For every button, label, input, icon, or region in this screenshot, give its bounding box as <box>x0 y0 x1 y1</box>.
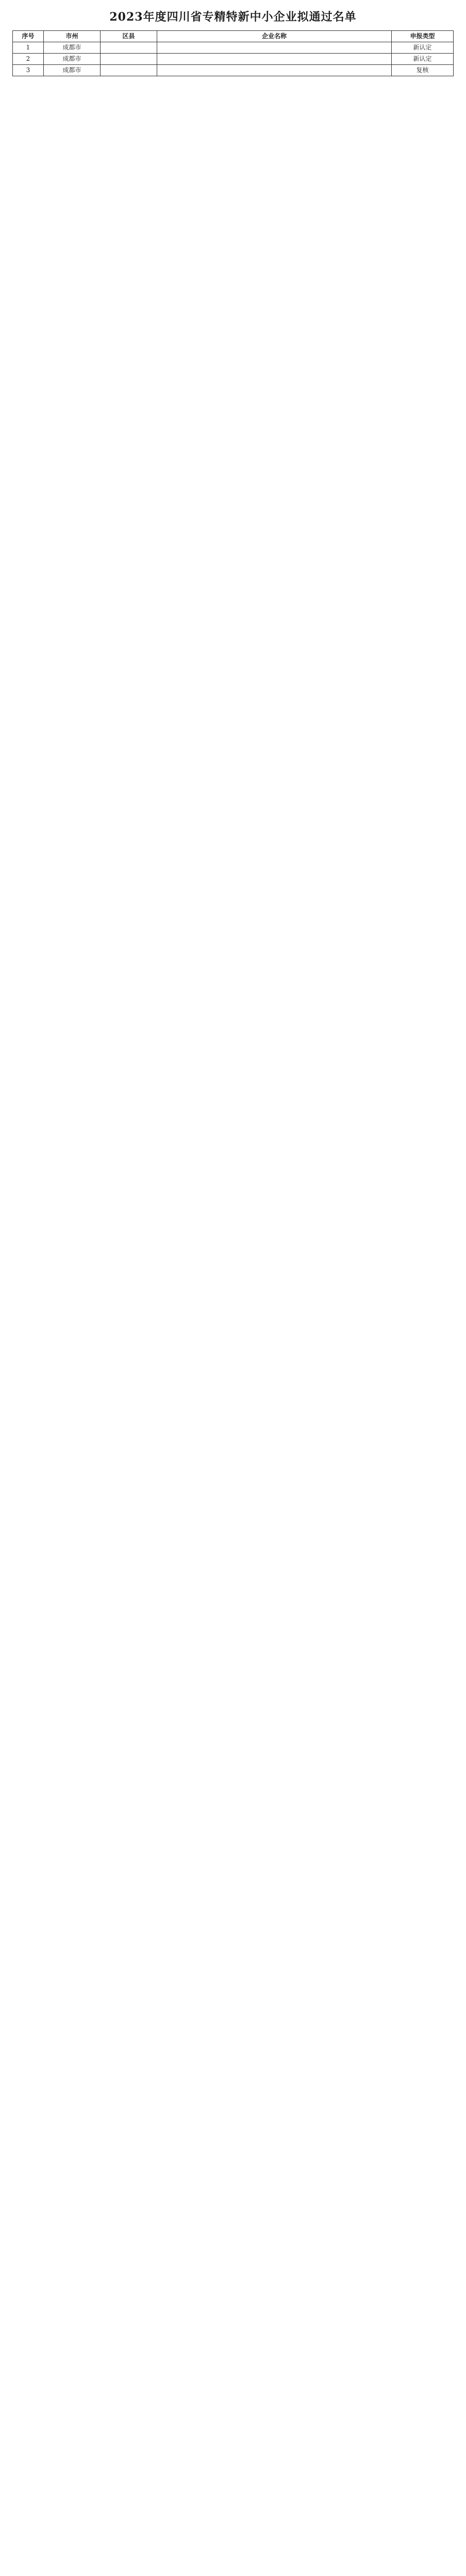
cell-seq: 1 <box>13 42 44 54</box>
header-seq: 序号 <box>13 31 44 42</box>
cell-district <box>101 42 157 54</box>
cell-type: 新认定 <box>392 54 454 65</box>
header-district: 区县 <box>101 31 157 42</box>
table-header-row <box>13 31 454 42</box>
document-page <box>0 0 466 102</box>
cell-company <box>157 65 392 76</box>
cell-city: 成都市 <box>44 42 101 54</box>
document-title: 2023年度四川省专精特新中小企业拟通过名单 <box>109 10 357 24</box>
cell-type: 复核 <box>392 65 454 76</box>
cell-city: 成都市 <box>44 54 101 65</box>
header-city: 市州 <box>44 31 101 42</box>
company-table <box>12 30 454 76</box>
cell-type: 新认定 <box>392 42 454 54</box>
table-block <box>12 30 454 76</box>
header-company: 企业名称 <box>157 31 392 42</box>
table-row <box>13 42 454 54</box>
cell-company <box>157 54 392 65</box>
header-type: 申报类型 <box>392 31 454 42</box>
table-blocks <box>12 30 454 76</box>
cell-company <box>157 42 392 54</box>
cell-district <box>101 54 157 65</box>
cell-seq: 2 <box>13 54 44 65</box>
cell-city: 成都市 <box>44 65 101 76</box>
table-row <box>13 65 454 76</box>
table-row <box>13 54 454 65</box>
cell-seq: 3 <box>13 65 44 76</box>
cell-district <box>101 65 157 76</box>
